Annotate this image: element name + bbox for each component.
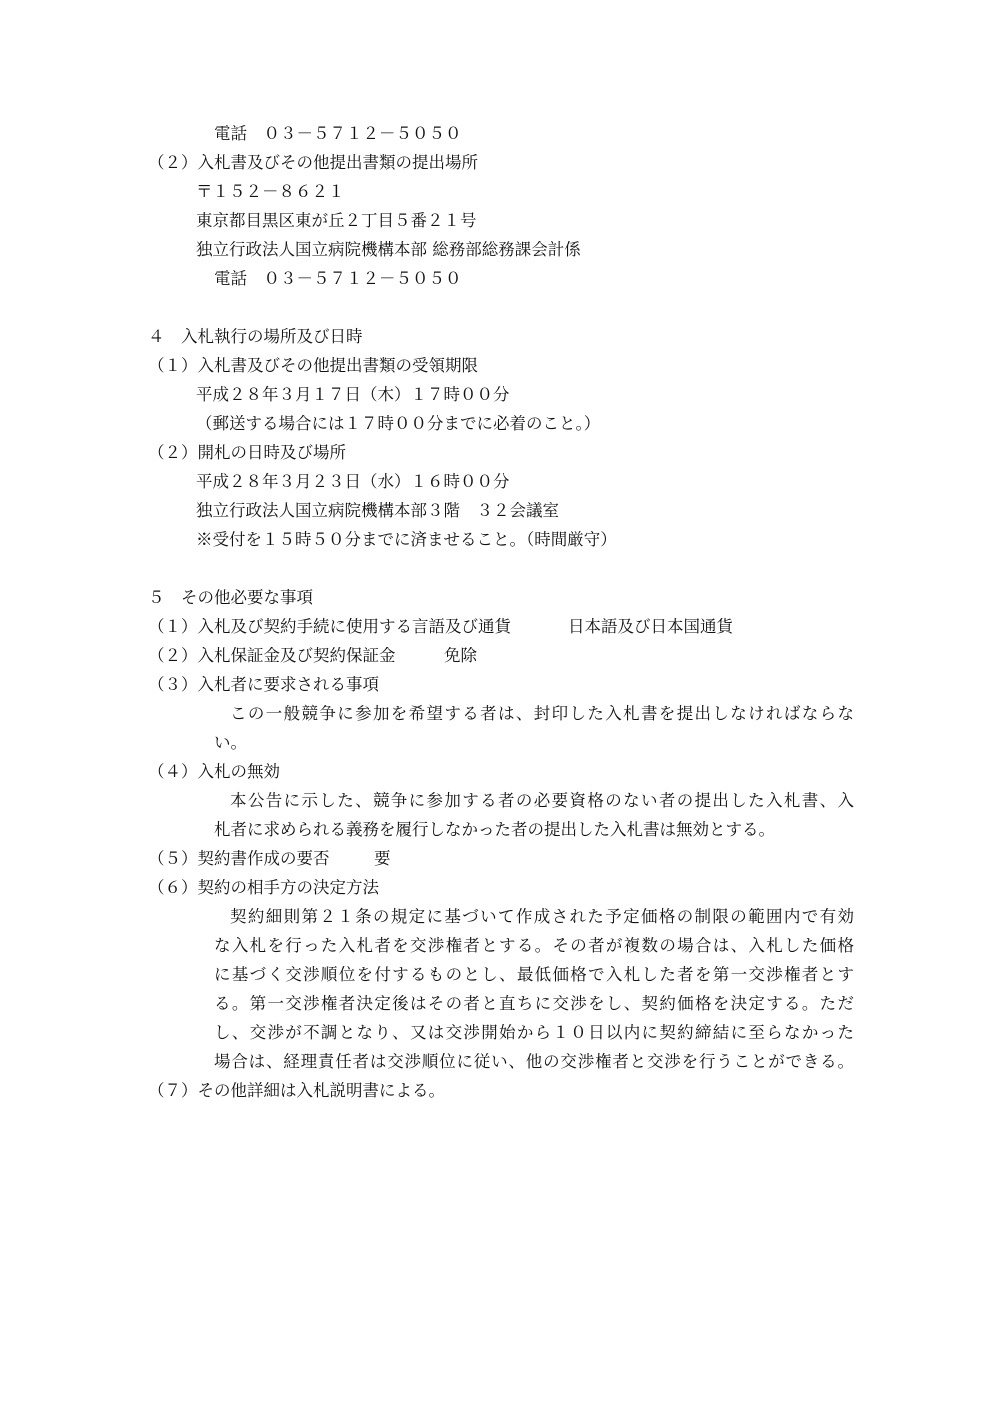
subsection-heading: （１）入札書及びその他提出書類の受領期限 [148, 356, 478, 375]
paragraph-line: 本公告に示した、競争に参加する者の必要資格のない者の提出した入札書、入 [230, 791, 854, 810]
subsection-heading: （３）入札者に要求される事項 [148, 675, 379, 694]
subsection-value: 要 [374, 849, 391, 868]
section-heading: ５ その他必要な事項 [148, 588, 313, 607]
paragraph-line: 札者に求められる義務を履行しなかった者の提出した入札書は無効とする。 [214, 820, 775, 839]
subsection-value: 日本語及び日本国通貨 [568, 617, 733, 636]
opening-datetime: 平成２８年３月２３日（水）１６時００分 [196, 472, 510, 491]
subsection-heading: （６）契約の相手方の決定方法 [148, 878, 379, 897]
paragraph-line: な入札を行った入札者を交渉権者とする。その者が複数の場合は、入札した価格 [214, 936, 854, 955]
paragraph-line: し、交渉が不調となり、又は交渉開始から１０日以内に契約締結に至らなかった [214, 1023, 854, 1042]
address: 東京都目黒区東が丘２丁目５番２１号 [196, 211, 477, 230]
deadline-datetime: 平成２８年３月１７日（木）１７時００分 [196, 385, 510, 404]
subsection-heading: （７）その他詳細は入札説明書による。 [148, 1081, 445, 1100]
office-name: 独立行政法人国立病院機構本部 総務部総務課会計係 [196, 240, 581, 259]
subsection-heading: （１）入札及び契約手続に使用する言語及び通貨 [148, 617, 511, 636]
contact-phone: 電話 ０３－５７１２－５０５０ [214, 269, 462, 288]
paragraph-line: い。 [214, 733, 247, 752]
reception-note: ※受付を１５時５０分までに済ませること。（時間厳守） [196, 530, 617, 549]
subsection-heading: （５）契約書作成の要否 [148, 849, 330, 868]
postal-code: 〒１５２－８６２１ [196, 182, 345, 201]
paragraph-line: この一般競争に参加を希望する者は、封印した入札書を提出しなければならな [230, 704, 854, 723]
paragraph-line: に基づく交渉順位を付するものとし、最低価格で入札した者を第一交渉権者とす [214, 965, 854, 984]
mail-note: （郵送する場合には１７時００分までに必着のこと。） [196, 414, 601, 433]
section-heading: ４ 入札執行の場所及び日時 [148, 327, 363, 346]
paragraph-line: 場合は、経理責任者は交渉順位に従い、他の交渉権者と交渉を行うことができる。 [214, 1052, 854, 1071]
opening-place: 独立行政法人国立病院機構本部３階 ３２会議室 [196, 501, 559, 520]
paragraph-line: る。第一交渉権者決定後はその者と直ちに交渉をし、契約価格を決定する。ただ [214, 994, 854, 1013]
subsection-value: 免除 [444, 646, 477, 665]
subsection-heading: （２）開札の日時及び場所 [148, 443, 346, 462]
subsection-heading: （４）入札の無効 [148, 762, 280, 781]
paragraph-line: 契約細則第２１条の規定に基づいて作成された予定価格の制限の範囲内で有効 [230, 907, 854, 926]
contact-phone: 電話 ０３－５７１２－５０５０ [214, 124, 462, 143]
subsection-heading: （２）入札保証金及び契約保証金 [148, 646, 396, 665]
subsection-heading: （２）入札書及びその他提出書類の提出場所 [148, 153, 478, 172]
